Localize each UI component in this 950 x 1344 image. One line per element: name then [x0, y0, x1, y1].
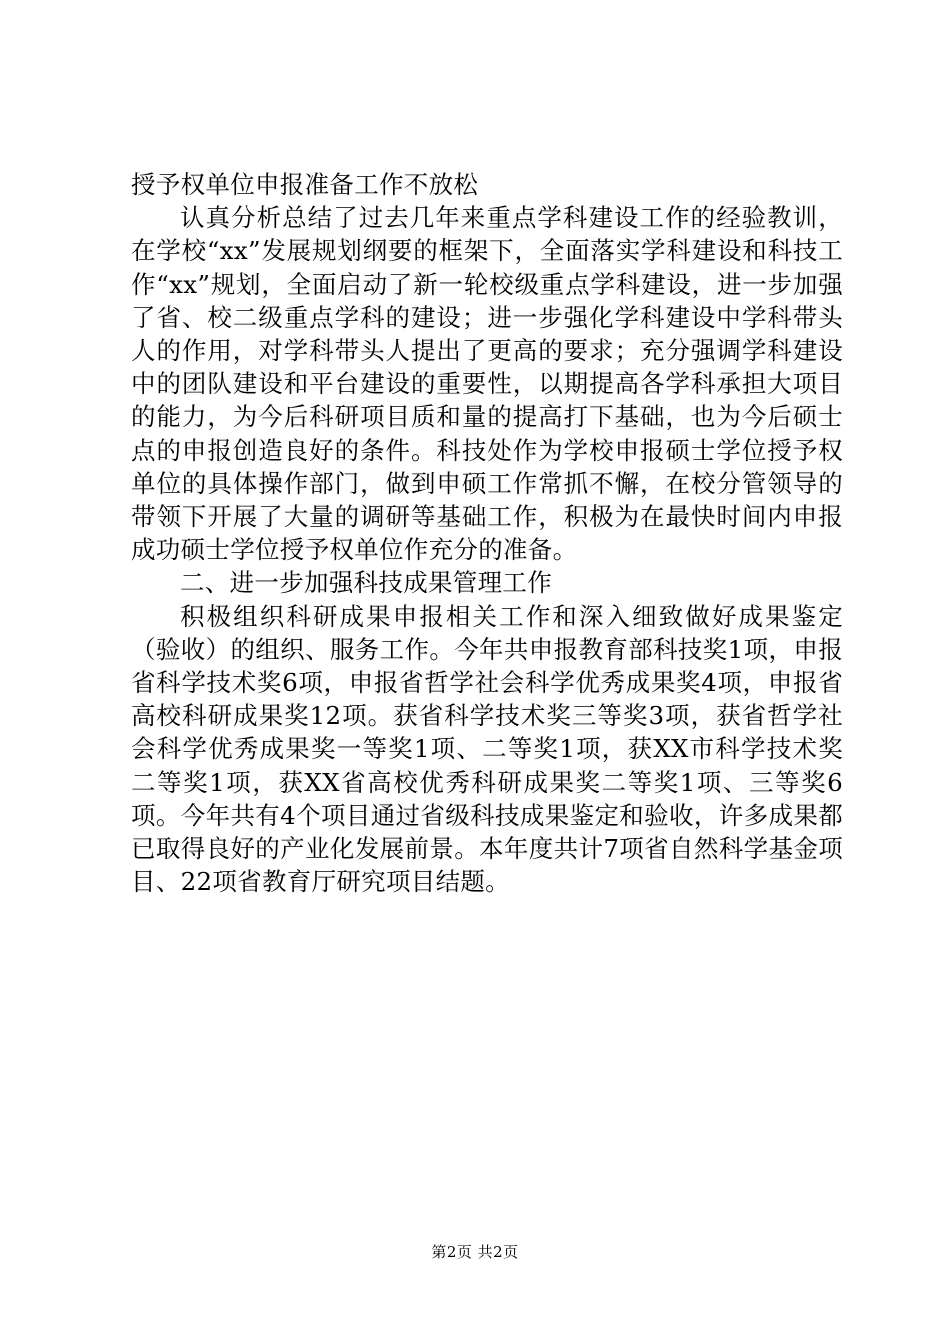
- paragraph-heading-continuation: 授予权单位申报准备工作不放松: [131, 170, 479, 199]
- document-body: [131, 168, 843, 898]
- section-heading-achievements: 二、进一步加强科技成果管理工作: [180, 568, 552, 598]
- paragraph-discipline-construction: 认真分析总结了过去几年来重点学科建设工作的经验教训，在学校“xx”发展规划纲要的框架下，全面落实学科建设和科技工作“xx”规划，全面启动了新一轮校级重点学科建设，进一步加强了省、校二级重点学科的建设；进一步强化学科建设中学科带头人的作用，对学科带头人提出了更高的要求；充分强调学科建设中的团队建设和平台建设的重要性，以期提高各学科承担大项目的能力，为今后科研项目质和量的提高打下基础，也为今后硕士点的申报创造良好的条件。科技处作为学校申报硕士学位授予权单位的具体操作部门，做到申硕工作常抓不懈，在校分管领导的带领下开展了大量的调研等基础工作，积极为在最快时间内申报成功硕士学位授予权单位作充分的准备。: [131, 203, 843, 565]
- paragraph-achievements: 积极组织科研成果申报相关工作和深入细致做好成果鉴定（验收）的组织、服务工作。今年共申报教育部科技奖1项，申报省科学技术奖6项，申报省哲学社会科学优秀成果奖4项，申报省高校科研成果奖12项。获省科学技术奖三等奖3项，获省哲学社会科学优秀成果奖一等奖1项、二等奖1项，获XX市科学技术奖二等奖1项，获XX省高校优秀科研成果奖二等奖1项、三等奖6项。今年共有4个项目通过省级科技成果鉴定和验收，许多成果都已取得良好的产业化发展前景。本年度共计7项省自然科学基金项目、22项省教育厅研究项目结题。: [131, 601, 844, 897]
- page-number-footer: 第2页 共2页: [431, 1243, 519, 1261]
